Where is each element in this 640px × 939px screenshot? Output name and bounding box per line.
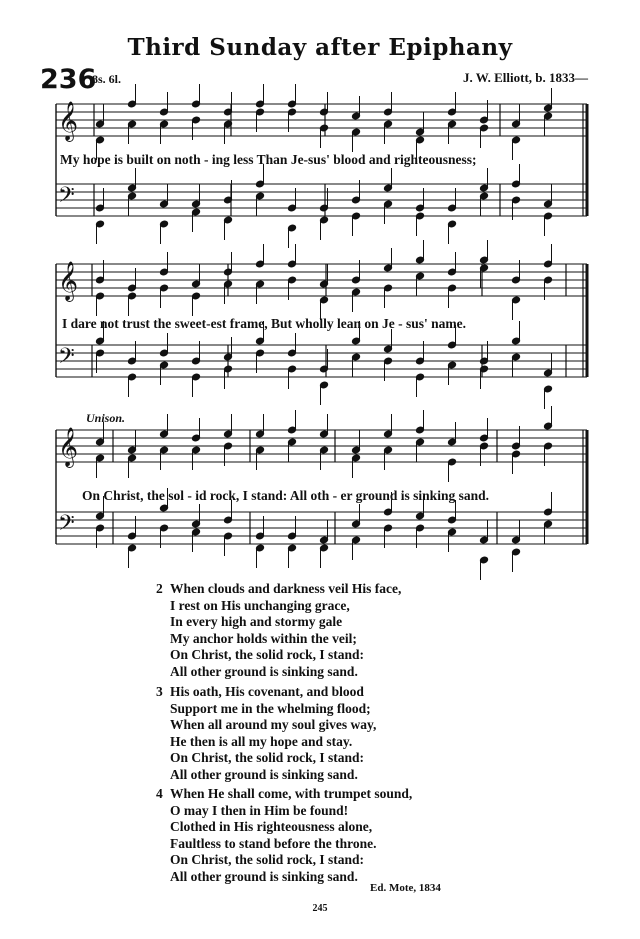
- page-number: 245: [312, 903, 328, 914]
- stanza-line: On Christ, the solid rock, I stand:: [170, 647, 365, 662]
- stanza-number: 3: [156, 684, 163, 699]
- bass-clef: 𝄢: [58, 344, 75, 374]
- stanza-line: On Christ, the solid rock, I stand:: [170, 750, 365, 765]
- composer-credit: J. W. Elliott, b. 1833—: [463, 70, 588, 85]
- treble-clef: 𝄞: [58, 261, 79, 301]
- stanza-number: 4: [156, 786, 163, 801]
- bass-clef: 𝄢: [58, 511, 75, 541]
- lyrics-system-3: On Christ, the sol - id rock, I stand: All oth - er ground is sinking sand.: [82, 488, 489, 503]
- stanza-4: [156, 786, 412, 885]
- stanza-line: Faultless to stand before the throne.: [170, 835, 377, 851]
- unison-marking: Unison.: [86, 411, 126, 425]
- stanza-line: Support me in the whelming flood;: [170, 700, 371, 716]
- stanza-line: All other ground is sinking sand.: [170, 663, 358, 679]
- lyrics-system-2: I dare not trust the sweet-est frame, But wholly lean on Je - sus' name.: [62, 316, 466, 331]
- stanza-line: In every high and stormy gale: [170, 614, 343, 629]
- stanza-line: My anchor holds within the veil;: [170, 630, 357, 646]
- stanza-line: O may I then in Him be found!: [170, 802, 349, 818]
- bass-clef: 𝄢: [58, 183, 75, 213]
- stanza-line: I rest on His unchanging grace,: [170, 597, 350, 613]
- stanza-line: When all around my soul gives way,: [170, 717, 377, 732]
- stanza-line: When He shall come, with trumpet sound,: [170, 786, 413, 801]
- stanza-number: 2: [156, 581, 163, 596]
- stanza-line: When clouds and darkness veil His face,: [170, 581, 402, 596]
- stanza-line: Clothed in His righteousness alone,: [170, 819, 373, 834]
- stanza-line: He then is all my hope and stay.: [170, 733, 353, 749]
- hymn-title: Third Sunday after Epiphany: [127, 34, 513, 61]
- treble-clef: 𝄞: [58, 427, 79, 467]
- stanza-line: On Christ, the solid rock, I stand:: [170, 852, 365, 867]
- stanza-line: His oath, His covenant, and blood: [170, 684, 364, 699]
- stanza-line: All other ground is sinking sand.: [170, 766, 358, 782]
- stanza-line: All other ground is sinking sand.: [170, 868, 358, 884]
- lyrics-system-1: My hope is built on noth - ing less Than Je-sus' blood and righteousness;: [60, 152, 477, 167]
- stanza-3: [156, 684, 376, 783]
- stanza-2: [156, 581, 401, 680]
- treble-clef: 𝄞: [58, 101, 79, 141]
- meter-label: 8s. 6l.: [92, 72, 122, 86]
- hymn-number: 236: [40, 64, 97, 95]
- author-credit: Ed. Mote, 1834: [370, 882, 441, 894]
